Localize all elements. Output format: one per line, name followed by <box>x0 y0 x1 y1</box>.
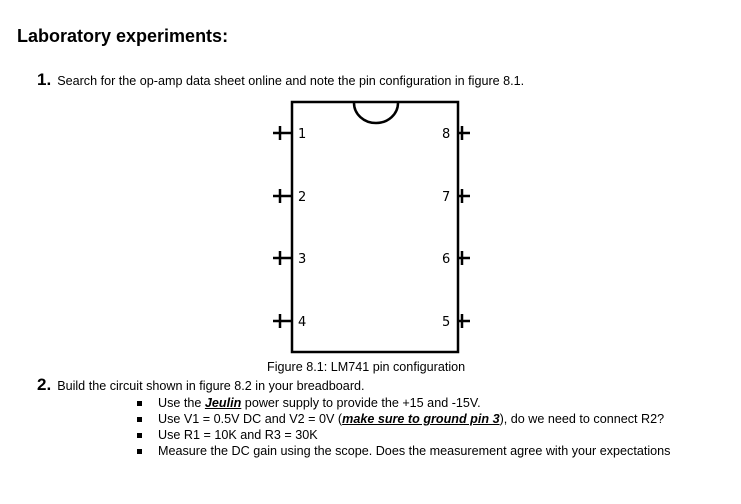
lm741-pinout-diagram <box>270 100 470 356</box>
bullet-item <box>137 395 670 411</box>
step-1-number: 1. <box>37 70 52 89</box>
bullet-2-emphasis: make sure to ground pin 3 <box>342 412 500 426</box>
bullet-text <box>158 411 664 427</box>
step-1-text: Search for the op-amp data sheet online and note the pin configuration in figure 8.1. <box>57 74 525 88</box>
bullet-1-post: power supply to provide the +15 and -15V. <box>241 396 481 410</box>
bullet-square-icon <box>137 417 142 422</box>
pin-label-6: 6 <box>442 252 451 267</box>
bullet-square-icon <box>137 401 142 406</box>
pin-label-8: 8 <box>442 127 451 142</box>
bullet-item <box>137 443 670 459</box>
pin-label-7: 7 <box>442 190 451 205</box>
pin-label-4: 4 <box>298 315 307 330</box>
bullet-1-emphasis: Jeulin <box>204 396 242 410</box>
bullet-2-pre: Use V1 = 0.5V DC and V2 = 0V ( <box>158 412 343 426</box>
pin-label-1: 1 <box>298 127 307 142</box>
chip-notch <box>354 103 398 123</box>
bullet-item <box>137 427 670 443</box>
figure-caption: Figure 8.1: LM741 pin configuration <box>267 360 466 374</box>
chip-body <box>292 102 458 352</box>
pin-label-2: 2 <box>298 190 307 205</box>
bullet-square-icon <box>137 449 142 454</box>
step-2-bullet-list <box>137 395 670 459</box>
bullet-4-text: Measure the DC gain using the scope. Does the measurement agree with your expectations <box>158 444 671 458</box>
bullet-square-icon <box>137 433 142 438</box>
bullet-item <box>137 411 670 427</box>
bullet-text <box>158 395 481 411</box>
step-2-text: Build the circuit shown in figure 8.2 in your breadboard. <box>57 379 365 393</box>
bullet-2-post: ), do we need to connect R2? <box>499 412 665 426</box>
bullet-3-text: Use R1 = 10K and R3 = 30K <box>158 428 318 442</box>
page-heading: Laboratory experiments: <box>17 26 229 46</box>
chip-pins <box>273 126 470 328</box>
chip-pin-labels <box>298 127 450 330</box>
step-2-number: 2. <box>37 375 52 394</box>
step-1 <box>37 70 524 90</box>
pin-label-5: 5 <box>442 315 451 330</box>
pin-label-3: 3 <box>298 252 307 267</box>
bullet-1-pre: Use the <box>158 396 205 410</box>
step-2 <box>37 375 365 395</box>
